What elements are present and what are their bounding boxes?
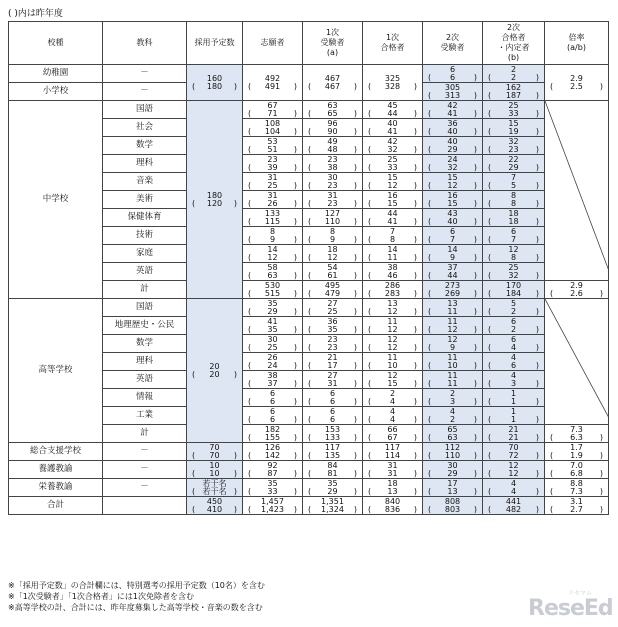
value-cell: 6 ( 6 ) <box>423 65 483 83</box>
header-planned: 採用予定数 <box>187 22 243 65</box>
value-cell: 25 ( 33 ) <box>363 155 423 173</box>
value-cell: 96 ( 90 ) <box>303 119 363 137</box>
value-cell: 2 ( 4 ) <box>363 389 423 407</box>
header-applicants: 志願者 <box>243 22 303 65</box>
value-cell: 3.1 ( 2.7 ) <box>545 497 609 515</box>
footnote: ※「1次受験者」「1次合格者」には1次免除者を含む <box>8 592 194 601</box>
value-cell: 112 ( 110 ) <box>423 443 483 461</box>
value-cell: 12 ( 8 ) <box>483 245 545 263</box>
value-cell: 7 ( 8 ) <box>363 227 423 245</box>
subject-cell: 工業 <box>103 407 187 425</box>
value-cell: 286 ( 283 ) <box>363 281 423 299</box>
value-cell: 180 ( 120 ) <box>187 101 243 299</box>
value-cell: 14 ( 9 ) <box>423 245 483 263</box>
value-cell: 58 ( 63 ) <box>243 263 303 281</box>
header-second-exam: 2次 受験者 <box>423 22 483 65</box>
value-cell: 37 ( 44 ) <box>423 263 483 281</box>
table-row <box>9 65 609 83</box>
value-cell: 25 ( 32 ) <box>483 263 545 281</box>
value-cell: 31 ( 25 ) <box>243 173 303 191</box>
value-cell: 12 ( 12 ) <box>483 461 545 479</box>
value-cell: 41 ( 35 ) <box>243 317 303 335</box>
subject-cell: － <box>103 65 187 83</box>
value-cell: 126 ( 142 ) <box>243 443 303 461</box>
value-cell: 8.8 ( 7.3 ) <box>545 479 609 497</box>
value-cell: 127 ( 110 ) <box>303 209 363 227</box>
value-cell: 27 ( 25 ) <box>303 299 363 317</box>
subject-cell: 家庭 <box>103 245 187 263</box>
value-cell: 8 ( 9 ) <box>303 227 363 245</box>
value-cell: 6 ( 7 ) <box>483 227 545 245</box>
value-cell: 27 ( 31 ) <box>303 371 363 389</box>
value-cell: 31 ( 23 ) <box>303 191 363 209</box>
value-cell: 108 ( 104 ) <box>243 119 303 137</box>
subject-cell: － <box>103 83 187 101</box>
header-first-exam: 1次 受験者 (a) <box>303 22 363 65</box>
subject-cell: 国語 <box>103 299 187 317</box>
header-second-pass: 2次 合格者 ・内定者 (b) <box>483 22 545 65</box>
value-cell: 84 ( 81 ) <box>303 461 363 479</box>
value-cell: 153 ( 133 ) <box>303 425 363 443</box>
subject-cell: 数学 <box>103 137 187 155</box>
value-cell: 6 ( 6 ) <box>303 389 363 407</box>
value-cell: 12 ( 9 ) <box>423 335 483 353</box>
value-cell: 67 ( 71 ) <box>243 101 303 119</box>
footnote: ※「採用予定数」の合計欄には、特別選考の採用予定数（10名）を含む <box>8 581 265 590</box>
table-row <box>9 101 609 119</box>
value-cell: 30 ( 23 ) <box>303 173 363 191</box>
value-cell: 162 ( 187 ) <box>483 83 545 101</box>
value-cell: 22 ( 29 ) <box>483 155 545 173</box>
subject-cell: － <box>103 479 187 497</box>
value-cell: 35 ( 29 ) <box>303 479 363 497</box>
subject-cell: 情報 <box>103 389 187 407</box>
school-cell: 栄養教諭 <box>9 479 103 497</box>
value-cell: 23 ( 38 ) <box>303 155 363 173</box>
value-cell: 20 ( 20 ) <box>187 299 243 443</box>
value-cell: 305 ( 313 ) <box>423 83 483 101</box>
value-cell: 7.0 ( 6.8 ) <box>545 461 609 479</box>
value-cell: 24 ( 32 ) <box>423 155 483 173</box>
value-cell: 35 ( 33 ) <box>243 479 303 497</box>
table-row <box>9 299 609 317</box>
value-cell: 42 ( 41 ) <box>423 101 483 119</box>
value-cell: 1,457 ( 1,423 ) <box>243 497 303 515</box>
value-cell: 11 ( 10 ) <box>363 353 423 371</box>
value-cell: 840 ( 836 ) <box>363 497 423 515</box>
value-cell: 若干名 ( 若干名 ) <box>187 479 243 497</box>
value-cell: 11 ( 11 ) <box>423 371 483 389</box>
footnote: ※高等学校の計、合計には、昨年度募集した高等学校・音楽の数を含む <box>8 603 263 612</box>
value-cell: 4 ( 4 ) <box>363 407 423 425</box>
value-cell: 2 ( 2 ) <box>483 65 545 83</box>
value-cell: 49 ( 48 ) <box>303 137 363 155</box>
subject-cell: － <box>103 461 187 479</box>
value-cell: 21 ( 21 ) <box>483 425 545 443</box>
value-cell: 31 ( 26 ) <box>243 191 303 209</box>
value-cell: 18 ( 12 ) <box>303 245 363 263</box>
value-cell: 117 ( 135 ) <box>303 443 363 461</box>
school-cell: 総合支援学校 <box>9 443 103 461</box>
value-cell: 13 ( 12 ) <box>363 299 423 317</box>
value-cell: 32 ( 23 ) <box>483 137 545 155</box>
value-cell: 14 ( 12 ) <box>243 245 303 263</box>
school-cell: 合計 <box>9 497 103 515</box>
subject-cell: 地理歴史・公民 <box>103 317 187 335</box>
subject-cell: 音楽 <box>103 173 187 191</box>
school-cell: 幼稚園 <box>9 65 103 83</box>
resed-logo: ReseEd リセマム <box>528 590 613 621</box>
value-cell: 160 ( 180 ) <box>187 65 243 101</box>
value-cell: 92 ( 87 ) <box>243 461 303 479</box>
value-cell: 70 ( 70 ) <box>187 443 243 461</box>
value-cell: 1 ( 1 ) <box>483 389 545 407</box>
value-cell: 8 ( 8 ) <box>483 191 545 209</box>
header-ratio: 倍率 (a/b) <box>545 22 609 65</box>
value-cell: 66 ( 67 ) <box>363 425 423 443</box>
value-cell: 36 ( 35 ) <box>303 317 363 335</box>
value-cell: 2 ( 3 ) <box>423 389 483 407</box>
value-cell: 530 ( 515 ) <box>243 281 303 299</box>
value-cell: 4 ( 2 ) <box>423 407 483 425</box>
value-cell: 1 ( 1 ) <box>483 407 545 425</box>
school-cell: 小学校 <box>9 83 103 101</box>
value-cell: 2.9 ( 2.6 ) <box>545 281 609 299</box>
value-cell: 40 ( 41 ) <box>363 119 423 137</box>
value-cell: 15 ( 19 ) <box>483 119 545 137</box>
value-cell: 16 ( 15 ) <box>363 191 423 209</box>
subject-cell: 技術 <box>103 227 187 245</box>
value-cell: 182 ( 155 ) <box>243 425 303 443</box>
header-subject: 教科 <box>103 22 187 65</box>
value-cell: 4 ( 6 ) <box>483 353 545 371</box>
value-cell: 30 ( 29 ) <box>423 461 483 479</box>
value-cell: 26 ( 24 ) <box>243 353 303 371</box>
value-cell: 11 ( 12 ) <box>363 317 423 335</box>
value-cell: 30 ( 25 ) <box>243 335 303 353</box>
value-cell: 31 ( 31 ) <box>363 461 423 479</box>
value-cell: 1.7 ( 1.9 ) <box>545 443 609 461</box>
value-cell: 40 ( 29 ) <box>423 137 483 155</box>
value-cell: 18 ( 18 ) <box>483 209 545 227</box>
value-cell: 23 ( 23 ) <box>303 335 363 353</box>
value-cell: 54 ( 61 ) <box>303 263 363 281</box>
value-cell: 10 ( 10 ) <box>187 461 243 479</box>
header-school: 校種 <box>9 22 103 65</box>
recruitment-results-table <box>8 21 609 515</box>
table-row <box>9 497 609 515</box>
note-previous-year: ( )内は昨年度 <box>8 9 63 19</box>
value-cell: 273 ( 269 ) <box>423 281 483 299</box>
subject-cell <box>103 497 187 515</box>
school-cell-high: 高等学校 <box>9 299 103 443</box>
value-cell: 36 ( 40 ) <box>423 119 483 137</box>
value-cell: 43 ( 40 ) <box>423 209 483 227</box>
value-cell: 15 ( 12 ) <box>363 173 423 191</box>
value-cell: 441 ( 482 ) <box>483 497 545 515</box>
value-cell: 17 ( 13 ) <box>423 479 483 497</box>
value-cell: 7.3 ( 6.3 ) <box>545 425 609 443</box>
value-cell: 2.9 ( 2.5 ) <box>545 65 609 101</box>
subject-cell: 英語 <box>103 263 187 281</box>
value-cell: 35 ( 29 ) <box>243 299 303 317</box>
value-cell: 25 ( 33 ) <box>483 101 545 119</box>
value-cell: 44 ( 41 ) <box>363 209 423 227</box>
value-cell: 6 ( 6 ) <box>243 389 303 407</box>
value-cell: 495 ( 479 ) <box>303 281 363 299</box>
value-cell: 133 ( 115 ) <box>243 209 303 227</box>
subject-cell: 数学 <box>103 335 187 353</box>
value-cell: 8 ( 9 ) <box>243 227 303 245</box>
subject-cell: 計 <box>103 281 187 299</box>
subject-cell: 国語 <box>103 101 187 119</box>
value-cell: 12 ( 15 ) <box>363 371 423 389</box>
value-cell: 6 ( 6 ) <box>303 407 363 425</box>
school-cell: 養護教諭 <box>9 461 103 479</box>
value-cell: 45 ( 44 ) <box>363 101 423 119</box>
subject-cell: 保健体育 <box>103 209 187 227</box>
value-cell: 492 ( 491 ) <box>243 65 303 101</box>
value-cell: 6 ( 4 ) <box>483 335 545 353</box>
value-cell: 11 ( 10 ) <box>423 353 483 371</box>
value-cell: 467 ( 467 ) <box>303 65 363 101</box>
value-cell: 5 ( 2 ) <box>483 299 545 317</box>
value-cell: 12 ( 12 ) <box>363 335 423 353</box>
value-cell: 14 ( 11 ) <box>363 245 423 263</box>
value-cell: 18 ( 13 ) <box>363 479 423 497</box>
diagonal-line <box>545 101 609 271</box>
table-row <box>9 461 609 479</box>
table-row <box>9 443 609 461</box>
value-cell: 1,351 ( 1,324 ) <box>303 497 363 515</box>
value-cell: 6 ( 2 ) <box>483 317 545 335</box>
subject-cell: － <box>103 443 187 461</box>
value-cell: 38 ( 46 ) <box>363 263 423 281</box>
value-cell: 21 ( 17 ) <box>303 353 363 371</box>
value-cell: 4 ( 4 ) <box>483 479 545 497</box>
subject-cell: 美術 <box>103 191 187 209</box>
ratio-blank-middle <box>545 101 609 281</box>
subject-cell: 計 <box>103 425 187 443</box>
value-cell: 38 ( 37 ) <box>243 371 303 389</box>
value-cell: 15 ( 12 ) <box>423 173 483 191</box>
value-cell: 325 ( 328 ) <box>363 65 423 101</box>
value-cell: 70 ( 72 ) <box>483 443 545 461</box>
value-cell: 4 ( 3 ) <box>483 371 545 389</box>
diagonal-line <box>545 299 609 418</box>
value-cell: 7 ( 5 ) <box>483 173 545 191</box>
subject-cell: 社会 <box>103 119 187 137</box>
value-cell: 6 ( 6 ) <box>243 407 303 425</box>
value-cell: 53 ( 51 ) <box>243 137 303 155</box>
school-cell-middle: 中学校 <box>9 101 103 299</box>
subject-cell: 英語 <box>103 371 187 389</box>
value-cell: 65 ( 63 ) <box>423 425 483 443</box>
value-cell: 808 ( 803 ) <box>423 497 483 515</box>
table-row <box>9 479 609 497</box>
value-cell: 13 ( 11 ) <box>423 299 483 317</box>
value-cell: 11 ( 12 ) <box>423 317 483 335</box>
value-cell: 117 ( 114 ) <box>363 443 423 461</box>
value-cell: 16 ( 15 ) <box>423 191 483 209</box>
value-cell: 42 ( 32 ) <box>363 137 423 155</box>
value-cell: 170 ( 184 ) <box>483 281 545 299</box>
footnotes <box>8 580 265 613</box>
subject-cell: 理科 <box>103 155 187 173</box>
value-cell: 23 ( 39 ) <box>243 155 303 173</box>
subject-cell: 理科 <box>103 353 187 371</box>
value-cell: 63 ( 65 ) <box>303 101 363 119</box>
ratio-blank-high <box>545 299 609 425</box>
value-cell: 450 ( 410 ) <box>187 497 243 515</box>
header-first-pass: 1次 合格者 <box>363 22 423 65</box>
value-cell: 6 ( 7 ) <box>423 227 483 245</box>
